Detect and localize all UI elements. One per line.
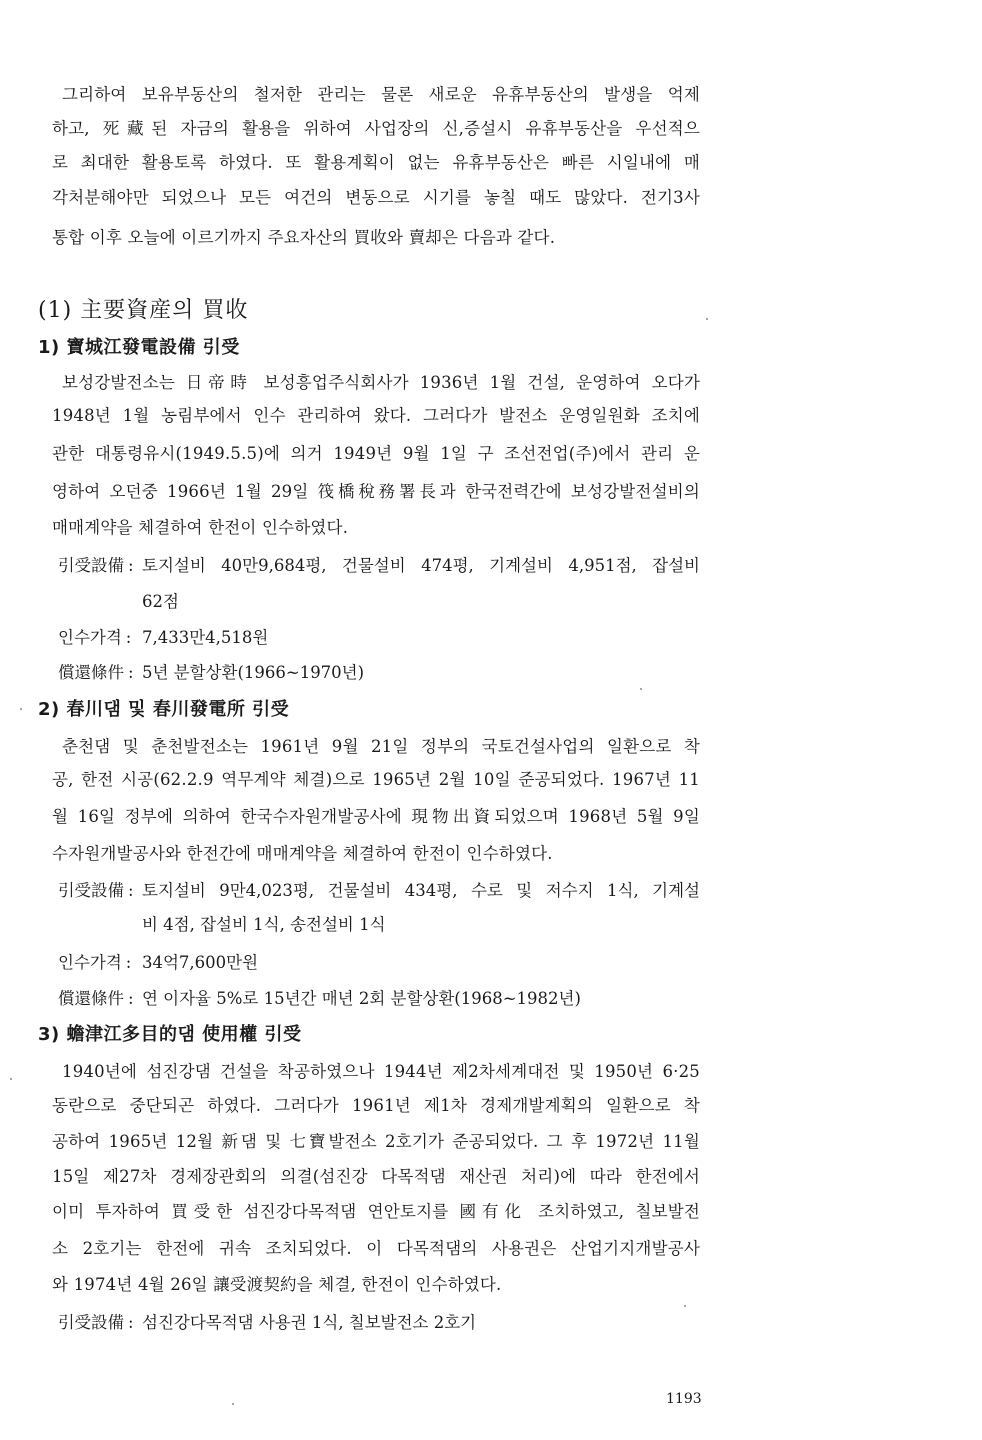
s1-equip-row: 引受設備 : — [58, 556, 134, 575]
s1-line-5: 매매계약을 체결하여 한전이 인수하였다. — [52, 518, 349, 537]
s1-equip-label: 引受設備 — [58, 556, 124, 575]
intro-line-4: 각처분해야만 되었으나 모든 여건의 변동으로 시기를 놓칠 때도 많았다. 전기3사 — [52, 188, 700, 207]
s2-price-value: 34억7,600만원 — [142, 953, 259, 972]
s1-repay-value: 5년 분할상환(1966~1970년) — [142, 663, 365, 682]
s2-line-3: 월 16일 정부에 의하여 한국수자원개발공사에 現物出資되었으며 1968년 5월 9일 — [52, 807, 700, 826]
s1-price-value: 7,433만4,518원 — [142, 628, 269, 647]
s1-repay-row: 償還條件 : — [58, 663, 134, 682]
s2-price-label: 인수가격 — [58, 953, 122, 972]
s3-line-1: 1940년에 섬진강댐 건설을 착공하였으나 1944년 제2차세계대전 및 1950년 6·25 — [62, 1062, 700, 1081]
section-title: (1) 主要資産의 買收 — [38, 298, 249, 323]
s2-line-4: 수자원개발공사와 한전간에 매매계약을 체결하여 한전이 인수하였다. — [52, 844, 553, 863]
s2-repay-row: 償還條件 : — [58, 989, 134, 1008]
s3-equip-value: 섬진강다목적댐 사용권 1식, 칠보발전소 2호기 — [142, 1313, 477, 1332]
s1-equip-value: 토지설비 40만9,684평, 건물설비 474평, 기계설비 4,951점, 잡설비 — [142, 556, 700, 575]
s3-line-4: 15일 제27차 경제장관회의 의결(섬진강 다목적댐 재산권 처리)에 따라 한전에서 — [52, 1167, 700, 1186]
s3-equip-label: 引受設備 — [58, 1313, 124, 1332]
s2-equip-value-cont: 비 4점, 잡설비 1식, 송전설비 1식 — [142, 915, 386, 934]
intro-line-5: 통합 이후 오늘에 이르기까지 주요자산의 買收와 賣却은 다음과 같다. — [52, 228, 556, 247]
s1-equip-value-cont: 62점 — [142, 592, 179, 611]
s1-price-row: 인수가격 : — [58, 628, 132, 647]
scan-speck — [232, 1403, 234, 1405]
s1-repay-label: 償還條件 — [58, 663, 124, 682]
subsection-1-heading: 1) 寶城江發電設備 引受 — [38, 337, 240, 358]
intro-line-2: 하고, 死藏된 자금의 활용을 위하여 사업장의 신,증설시 유휴부동산을 우선적으 — [52, 119, 700, 138]
s2-line-2: 공, 한전 시공(62.2.9 역무계약 체결)으로 1965년 2월 10일 준공되었다. 1967년 11 — [52, 770, 700, 789]
scan-speck — [640, 688, 642, 690]
s2-equip-row: 引受設備 : — [58, 881, 134, 900]
s3-line-6: 소 2호기는 한전에 귀속 조치되었다. 이 다목적댐의 사용권은 산업기지개발공사 — [52, 1239, 700, 1258]
s1-line-4: 영하여 오던중 1966년 1월 29일 筏橋稅務署長과 한국전력간에 보성강발전설비의 — [52, 482, 700, 501]
intro-line-1: 그리하여 보유부동산의 철저한 관리는 물론 새로운 유휴부동산의 발생을 억제 — [62, 85, 700, 104]
s3-line-5: 이미 투자하여 買受한 섬진강다목적댐 연안토지를 國有化 조치하였고, 칠보발전 — [52, 1202, 700, 1221]
s2-repay-label: 償還條件 — [58, 989, 124, 1008]
page-number: 1193 — [666, 1391, 702, 1407]
s2-equip-label: 引受設備 — [58, 881, 124, 900]
subsection-3-heading: 3) 蟾津江多目的댐 使用權 引受 — [38, 1024, 302, 1045]
s1-line-1: 보성강발전소는 日帝時 보성흥업주식회사가 1936년 1월 건설, 운영하여 오다가 — [62, 373, 700, 392]
s3-line-2: 동란으로 중단되곤 하였다. 그러다가 1961년 제1차 경제개발계획의 일환으로 착 — [52, 1096, 700, 1115]
s1-line-2: 1948년 1월 농림부에서 인수 관리하여 왔다. 그러다가 발전소 운영일원화 조치에 — [52, 406, 700, 425]
s2-equip-value: 토지설비 9만4,023평, 건물설비 434평, 수로 및 저수지 1식, 기계설 — [142, 881, 700, 900]
s2-price-row: 인수가격 : — [58, 953, 132, 972]
scan-speck — [706, 318, 708, 320]
subsection-2-heading: 2) 春川댐 및 春川發電所 引受 — [38, 699, 290, 720]
scan-speck — [10, 1078, 12, 1080]
s1-price-label: 인수가격 — [58, 628, 122, 647]
s3-line-3: 공하여 1965년 12월 新댐 및 七寶발전소 2호기가 준공되었다. 그 후 1972년 11월 — [52, 1132, 700, 1151]
s1-line-3: 관한 대통령유시(1949.5.5)에 의거 1949년 9월 1일 구 조선전업(주)에서 관리 운 — [52, 444, 700, 463]
s2-line-1: 춘천댐 및 춘천발전소는 1961년 9월 21일 정부의 국토건설사업의 일환으로 착 — [62, 737, 700, 756]
s2-repay-value: 연 이자율 5%로 15년간 매년 2회 분할상환(1968~1982년) — [142, 989, 581, 1008]
scan-speck — [20, 708, 22, 710]
s3-line-7: 와 1974년 4월 26일 讓受渡契約을 체결, 한전이 인수하였다. — [52, 1275, 502, 1294]
s3-equip-row: 引受設備 : — [58, 1313, 134, 1332]
scan-speck — [684, 1305, 686, 1307]
intro-line-3: 로 최대한 활용토록 하였다. 또 활용계획이 없는 유휴부동산은 빠른 시일내에 매 — [52, 153, 700, 172]
